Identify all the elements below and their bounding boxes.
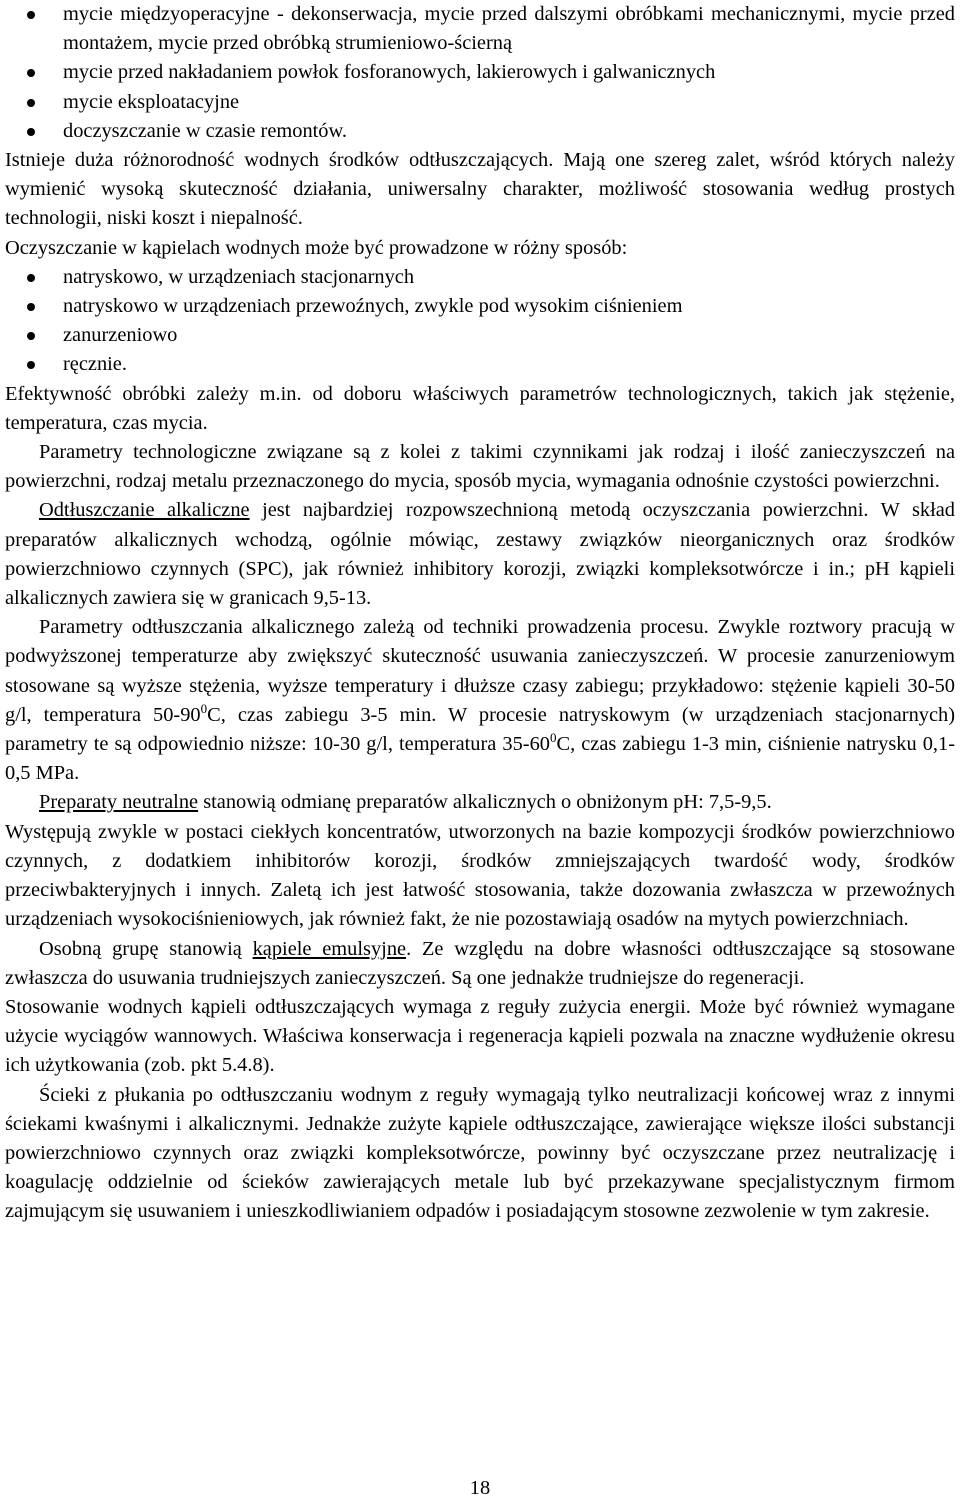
paragraph-efficiency: Efektywność obróbki zależy m.in. od doboru właściwych parametrów technologicznych, takich jak stężenie, temperatura, czas mycia. xyxy=(5,382,955,434)
bullet-icon xyxy=(27,274,35,282)
paragraph-neutral: Występują zwykle w postaci ciekłych koncentratów, utworzonych na bazie kompozycji środków powierzchniowo czynnych, z dodatkiem inhibitorów korozji, środków zmniejszających twardość wody, środków przeciwbakteryjnych i innych. Zaletą ich jest łatwość stosowania, także dozowania zwłaszcza w przewoźnych urządzeniach wysokociśnieniowych, jak również fakt, że nie pozostawiają osadów na mytych powierzchniach. xyxy=(5,820,955,931)
bullet-icon xyxy=(27,361,35,369)
list-item: ręcznie. xyxy=(5,350,955,379)
degree-superscript: 0 xyxy=(200,700,208,716)
methods-list xyxy=(5,263,955,380)
page-number: 18 xyxy=(469,1477,491,1499)
list-item: natryskowo, w urządzeniach stacjonarnych xyxy=(5,263,955,292)
list-item: natryskowo w urządzeniach przewoźnych, zwykle pod wysokim ciśnieniem xyxy=(5,292,955,321)
bullet-icon xyxy=(27,69,35,77)
paragraph-alkaline: Odtłuszczanie alkaliczne jest najbardziej rozpowszechnioną metodą oczyszczania powierzchni. W skład preparatów alkalicznych wchodzą, ogólnie mówiąc, zestawy związków nieorganicznych oraz środków powierzchniowo czynnych (SPC), jak również inhibitory korozji, związki kompleksotwórcze i in.; pH kąpieli alkalicznych zawiera się w granicach 9,5-13. xyxy=(5,499,955,610)
paragraph-neutral-lead: Preparaty neutralne stanowią odmianę preparatów alkalicznych o obniżonym pH: 7,5-9,5. xyxy=(39,791,772,814)
list-item: mycie przed nakładaniem powłok fosforanowych, lakierowych i galwanicznych xyxy=(5,58,955,87)
degree-superscript: 0 xyxy=(549,730,557,746)
bullet-icon xyxy=(27,332,35,340)
document-page xyxy=(5,0,955,1227)
paragraph-parameters: Parametry technologiczne związane są z kolei z takimi czynnikami jak rodzaj i ilość zanieczyszczeń na powierzchni, rodzaj metalu przeznaczonego do mycia, sposób mycia, wymagania odnośnie czystości powierzchni. xyxy=(5,441,955,493)
list-item: zanurzeniowo xyxy=(5,321,955,350)
paragraph-emulsion: Osobną grupę stanowią kąpiele emulsyjne. Ze względu na dobre własności odtłuszczające są stosowane zwłaszcza do usuwania trudniejszych zanieczyszczeń. Są one jednakże trudniejsze do regeneracji. xyxy=(5,937,955,989)
bullet-icon xyxy=(27,303,35,311)
bullet-icon xyxy=(27,11,35,19)
bullet-icon xyxy=(27,128,35,136)
paragraph-methods: Oczyszczanie w kąpielach wodnych może być prowadzone w różny sposób: xyxy=(5,236,628,259)
list-item: mycie międzyoperacyjne - dekonserwacja, mycie przed dalszymi obróbkami mechanicznymi, mycie przed montażem, mycie przed obróbką strumieniowo-ścierną xyxy=(5,0,955,58)
list-item: mycie eksploatacyjne xyxy=(5,88,955,117)
paragraph-alkaline-parameters: Parametry odtłuszczania alkalicznego zależą od techniki prowadzenia procesu. Zwykle roztwory pracują w podwyższonej temperaturze aby zwiększyć skuteczność usuwania zanieczyszczeń. W procesie zanurzeniowym stosowane są wyższe stężenia, wyższe temperatury i dłuższe czasy zabiegu; przykładowo: stężenie kąpieli 30-50 g/l, temperatura $50-90^0C$, czas zabiegu 3-5 min. W procesie natryskowym (w urządzeniach stacjonarnych) parametry te są odpowiednio niższe: 10-30 g/l, temperatura $35-60^0C$, czas zabiegu 1-3 min, ciśnienie natrysku 0,1-0,5 MPa. xyxy=(5,616,956,785)
list-item: doczyszczanie w czasie remontów. xyxy=(5,117,955,146)
bullet-icon xyxy=(27,99,35,107)
paragraph-usage: Stosowanie wodnych kąpieli odtłuszczających wymaga z reguły zużycia energii. Może być również wymagane użycie wyciągów wannowych. Właściwa konserwacja i regeneracja kąpieli pozwala na znaczne wydłużenie okresu ich użytkowania (zob. pkt 5.4.8). xyxy=(5,995,955,1077)
term-emulsion-baths: kąpiele emulsyjne xyxy=(252,937,407,960)
term-neutral-preparations: Preparaty neutralne xyxy=(39,791,199,814)
paragraph-intro: Istnieje duża różnorodność wodnych środków odtłuszczających. Mają one szereg zalet, wśród których należy wymienić wysoką skuteczność działania, uniwersalny charakter, możliwość stosowania według prostych technologii, niski koszt i niepalność. xyxy=(5,149,955,230)
term-alkaline-degreasing: Odtłuszczanie alkaliczne xyxy=(39,499,250,522)
cleaning-types-list xyxy=(5,0,955,146)
paragraph-wastewater: Ścieki z płukania po odtłuszczaniu wodnym z reguły wymagają tylko neutralizacji końcowej wraz z innymi ściekami kwaśnymi i alkalicznymi. Jednakże zużyte kąpiele odtłuszczające, zawierające większe ilości substancji powierzchniowo czynnych oraz związki kompleksotwórcze, powinny być oczyszczane przez neutralizację i koagulację oddzielnie od ścieków zawierających metale lub być przekazywane specjalistycznym firmom zajmującym się usuwaniem i unieszkodliwianiem odpadów i posiadającym stosowne zezwolenie w tym zakresie. xyxy=(5,1083,955,1223)
